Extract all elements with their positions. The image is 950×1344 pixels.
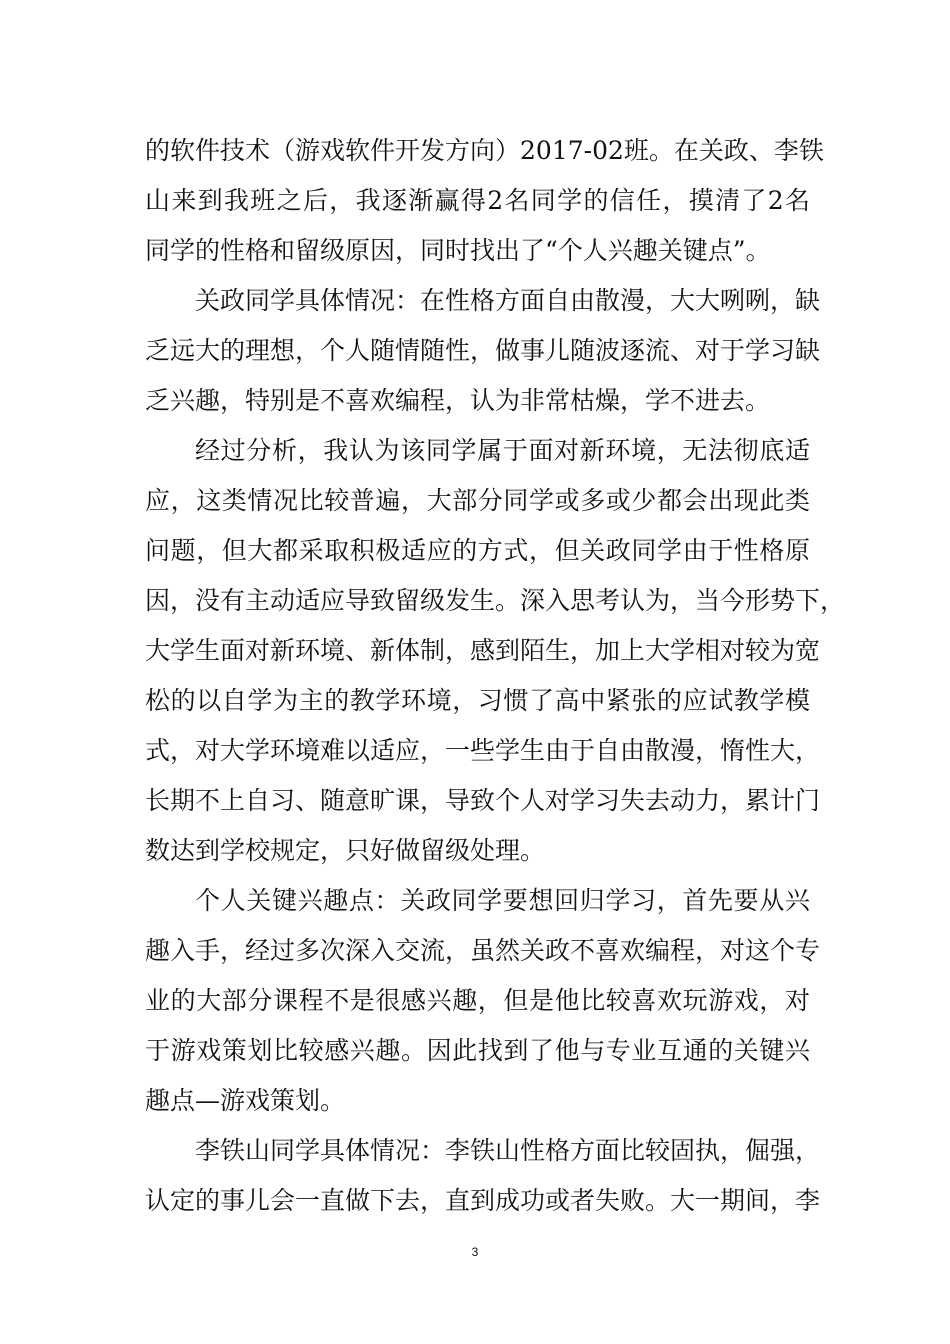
text-line: 数达到学校规定，只好做留级处理。 <box>145 836 546 865</box>
text-line: 大学生面对新环境、新体制，感到陌生，加上大学相对较为宽 <box>145 636 821 665</box>
text-line: 乏远大的理想，个人随情随性，做事儿随波逐流、对于学习缺 <box>145 336 821 365</box>
text-line: 长期不上自习、随意旷课，导致个人对学习失去动力，累计门 <box>145 786 821 815</box>
page-number: 3 <box>471 1245 479 1259</box>
text-line: 山来到我班之后，我逐渐赢得2名同学的信任，摸清了2名 <box>145 186 810 215</box>
text-line: 应，这类情况比较普遍，大部分同学或多或少都会出现此类 <box>145 486 810 515</box>
paragraph-start-line: 经过分析，我认为该同学属于面对新环境，无法彻底适 <box>195 436 810 465</box>
paragraph-start-line: 个人关键兴趣点：关政同学要想回归学习，首先要从兴 <box>195 886 810 915</box>
text-line: 趣点—游戏策划。 <box>145 1086 346 1115</box>
text-line: 的软件技术（游戏软件开发方向）2017-02班。在关政、李铁 <box>145 136 824 165</box>
text-line: 同学的性格和留级原因，同时找出了“个人兴趣关键点”。 <box>145 236 771 265</box>
paragraph-start-line: 李铁山同学具体情况：李铁山性格方面比较固执，倔强， <box>195 1136 821 1165</box>
text-line: 松的以自学为主的教学环境，习惯了高中紧张的应试教学模 <box>145 686 810 715</box>
text-line: 问题，但大都采取积极适应的方式，但关政同学由于性格原 <box>145 536 810 565</box>
text-line: 于游戏策划比较感兴趣。因此找到了他与专业互通的关键兴 <box>145 1036 810 1065</box>
text-line: 因，没有主动适应导致留级发生。深入思考认为，当今形势下， <box>145 586 846 615</box>
text-line: 趣入手，经过多次深入交流，虽然关政不喜欢编程，对这个专 <box>145 936 821 965</box>
paragraph-start-line: 关政同学具体情况：在性格方面自由散漫，大大咧咧，缺 <box>195 286 821 315</box>
text-line: 认定的事儿会一直做下去，直到成功或者失败。大一期间，李 <box>145 1186 821 1215</box>
text-line: 业的大部分课程不是很感兴趣，但是他比较喜欢玩游戏，对 <box>145 986 810 1015</box>
text-line: 乏兴趣，特别是不喜欢编程，认为非常枯燥，学不进去。 <box>145 386 771 415</box>
text-line: 式，对大学环境难以适应，一些学生由于自由散漫，惰性大， <box>145 736 821 765</box>
